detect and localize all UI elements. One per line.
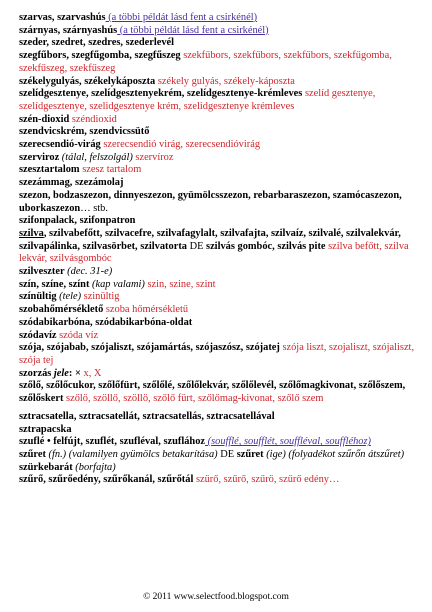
entry <box>19 76 415 89</box>
entry <box>19 190 415 215</box>
headword: szegfűbors, szegfűgomba, szegfűszeg <box>19 50 181 62</box>
entry-note: (borfajta) <box>72 461 116 473</box>
misspelling-variant: szesz tartalom <box>79 164 142 176</box>
headword: szilveszter <box>19 266 65 278</box>
misspelling-variant: szerecsendió virág, szerecsendióvirág <box>100 139 261 151</box>
entry <box>19 474 415 487</box>
misspelling-variant: szürő, szűrő, szűrö, szűrő edény… <box>193 474 340 486</box>
headword: szerviroz <box>19 151 60 163</box>
entry <box>19 291 415 304</box>
headword: szobahőmérséklető <box>19 304 104 316</box>
headword: szűret <box>236 448 264 460</box>
headword: székelygulyás, székelykáposzta <box>19 75 156 87</box>
entry-note: (a többi példát lásd fent a csirkénél) <box>117 24 269 36</box>
headword: szén-dioxid <box>19 113 70 125</box>
entry <box>19 164 415 177</box>
misspelling-variant: széndioxid <box>69 113 117 125</box>
headword: szárnyas, szárnyashús <box>19 24 118 36</box>
entry <box>19 228 415 266</box>
headword: szűrő, szűrőedény, szűrőkanál, szűrőtál <box>19 474 194 486</box>
entry <box>19 266 415 279</box>
headword: szilva <box>19 227 44 239</box>
entry <box>19 139 415 152</box>
misspelling-variant: szóda víz <box>56 329 99 341</box>
misspelling-variant: szelíd gesztenye, szelídgesztenye, szelidgesztenye krém, szelidgesztenye krémleves <box>19 88 376 112</box>
entry <box>19 215 415 228</box>
headword: szeder, szedret, szedres, szederlevél <box>19 37 175 49</box>
headword: szorzás <box>19 367 54 379</box>
headword: szendvicskrém, szendvicssütő <box>19 126 150 138</box>
headword: szürkebarát <box>19 461 73 473</box>
headword: sztracsatella, sztracsatellát, sztracsatellás, sztracsatellával <box>19 410 275 422</box>
entry-note: (kap valami) <box>89 278 145 290</box>
entry-note: (a többi példát lásd fent a csirkénél) <box>105 12 258 23</box>
entry <box>19 342 415 367</box>
entry-note: DE <box>217 448 237 460</box>
entry-note: … stb. <box>80 202 108 214</box>
entry <box>19 37 415 50</box>
entry <box>19 126 415 139</box>
headword: szója, szójabab, szójaliszt, szójamártás, szójaszósz, szójatej <box>19 342 280 354</box>
entry <box>19 368 415 381</box>
headword: szesztartalom <box>19 164 80 176</box>
misspelling-variant: szőlö, szöllő, szöllö, szőlő fürt, szőlőmag-kivonat, szőlő szem <box>63 393 324 405</box>
headword: szelídgesztenye, szelídgesztenyekrém, szelídgesztenye-krémleves <box>19 88 303 100</box>
headword: , szilvabefőtt, szilvacefre, szilvafagylalt, szilvafajta, szilvaíz, szilvalé, szilvalekvár, szilvapálinka, szilvasörbet, szilvatorta <box>19 227 401 252</box>
headword: szilvás gombóc, szilvás pite <box>206 240 326 252</box>
headword: szódabikarbóna, szódabikarbóna-oldat <box>19 316 193 328</box>
entry <box>19 330 415 343</box>
misspelling-variant: x, X <box>80 367 102 379</box>
entry-note: (fn.) (valamilyen gyümölcs betakarítása) <box>45 448 218 460</box>
copyright-footer: © 2011 www.selectfood.blogspot.com <box>143 592 289 602</box>
headword: szódavíz <box>19 329 57 341</box>
entry <box>19 279 415 292</box>
headword: szerecsendió-virág <box>19 139 101 151</box>
headword: szőlő, szőlőcukor, szőlőfürt, szőlőlé, szőlőlekvár, szőlőlevél, szőlőmagkivonat, szőlőszem, szőlőskert <box>19 380 406 405</box>
entry <box>19 50 415 75</box>
entry <box>19 380 415 405</box>
headword: szezon, bodzaszezon, dinnyeszezon, gyümölcsszezon, rebarbaraszezon, szamócaszezon, uborkaszezon <box>19 189 402 214</box>
entry <box>19 436 415 449</box>
entry <box>19 88 415 113</box>
entry <box>19 304 415 317</box>
headword: szűret <box>19 448 46 460</box>
entry-note: (dec. 31-e) <box>64 266 113 278</box>
entry <box>19 424 415 437</box>
entry <box>19 411 415 424</box>
entry <box>19 462 415 475</box>
headword: szezámmag, szezámolaj <box>19 177 124 189</box>
entry <box>19 114 415 127</box>
entry <box>19 449 415 462</box>
entry-note: (soufflé, soufflét, souffléval, souffléhoz) <box>205 436 371 448</box>
misspelling-variant: szilva befőtt, szilva lekvár, szilvásgombóc <box>19 240 409 265</box>
misspelling-variant: székely gulyás, székely-káposzta <box>155 75 295 87</box>
headword: színültig <box>19 291 57 303</box>
entry <box>19 177 415 190</box>
entry-note: (tálal, felszolgál) <box>59 151 133 163</box>
misspelling-variant: szin, szine, szint <box>144 278 216 290</box>
entry <box>19 12 415 25</box>
headword: : × <box>68 367 81 379</box>
misspelling-variant: szoba hőmérsékletű <box>103 304 189 316</box>
headword: szifonpalack, szifonpatron <box>19 215 136 227</box>
misspelling-variant: szervíroz <box>132 151 174 163</box>
entry-note: (ige) (folyadékot szűrőn átszűret) <box>263 448 405 460</box>
headword: szín, színe, színt <box>19 278 90 290</box>
entry <box>19 25 415 38</box>
entry <box>19 152 415 165</box>
headword: sztrapacska <box>19 423 72 435</box>
headword: szarvas, szarvashús <box>19 12 106 23</box>
entry <box>19 317 415 330</box>
headword: jele <box>53 367 69 379</box>
headword: szuflé • felfújt, szuflét, szufléval, szuflához <box>19 436 206 448</box>
entry-note: DE <box>186 240 207 252</box>
misspelling-variant: szója liszt, szojaliszt, szójaliszt, szója tej <box>19 342 415 366</box>
misspelling-variant: szinültig <box>81 291 120 303</box>
misspelling-variant: szekfűbors, szekfűbors, szekfűbors, szekfűgomba, szekfűszeg, szekfűszeg <box>19 50 392 74</box>
entry-list <box>19 12 415 487</box>
entry-note: (tele) <box>56 291 82 303</box>
